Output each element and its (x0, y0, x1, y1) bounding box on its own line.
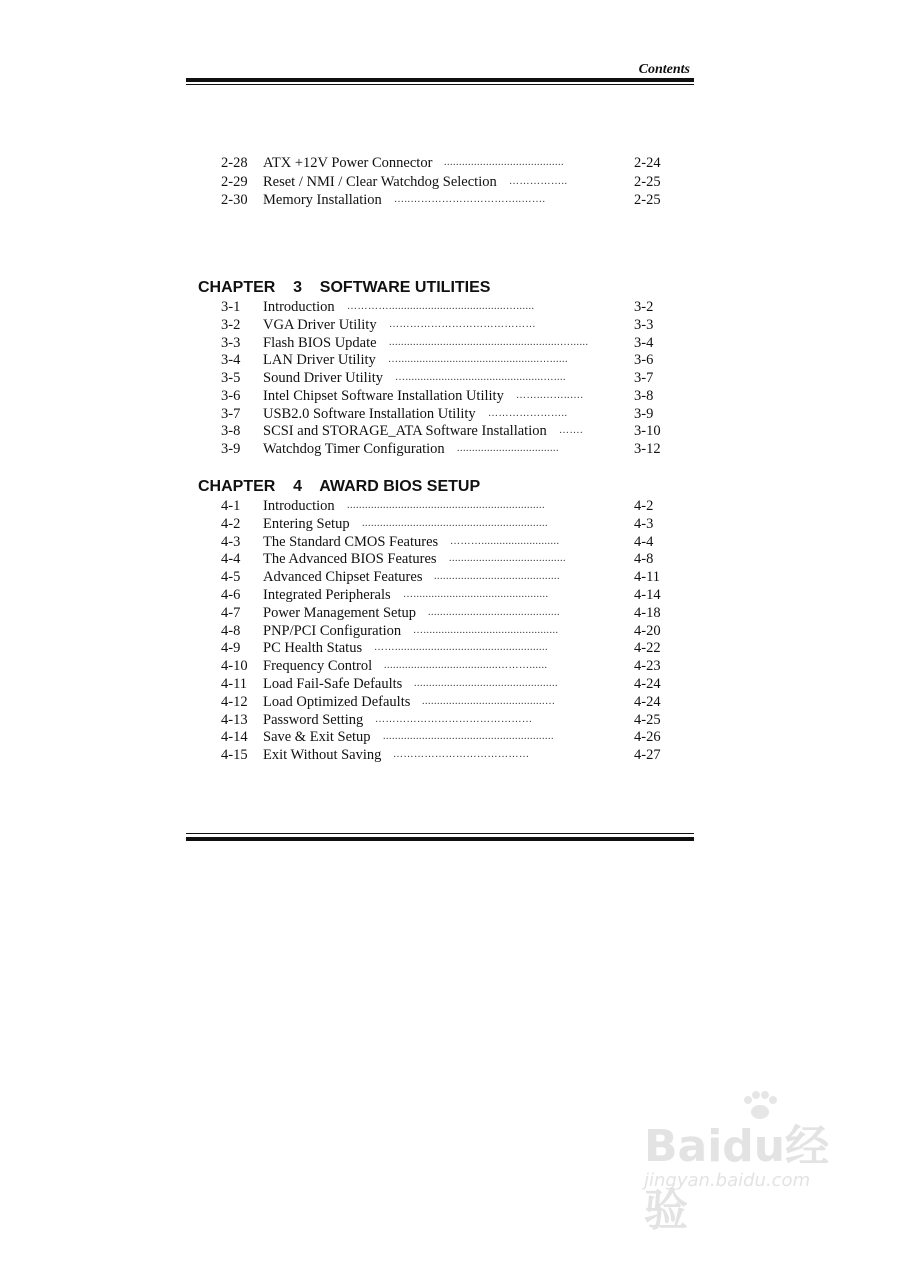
toc-entry-page: 4-4 (634, 533, 654, 550)
watermark-site: jingyan.baidu.com (644, 1170, 811, 1191)
toc-entry-title: USB2.0 Software Installation Utility (263, 405, 476, 422)
toc-entry-page: 4-22 (634, 640, 661, 657)
toc-entry-leader: .............................................................. (362, 517, 548, 529)
toc-entry (0, 746, 904, 764)
toc-entry-leader: ……..……..…. (516, 389, 584, 401)
toc-entry-title: PC Health Status (263, 640, 363, 657)
toc-entry-number: 3-8 (221, 423, 241, 440)
toc-entry-leader: ………….......................................…...... (347, 301, 535, 312)
toc-entry-number: 3-7 (221, 405, 241, 422)
toc-entry-leader: ……. (559, 425, 583, 437)
toc-entry (0, 369, 904, 387)
toc-entry (0, 154, 904, 172)
toc-entry (0, 422, 904, 440)
toc-entry (0, 693, 904, 711)
toc-entry-title: Load Optimized Defaults (263, 693, 411, 710)
toc-entry (0, 586, 904, 604)
toc-entry-page: 3-12 (634, 441, 661, 457)
toc-entry-number: 4-3 (221, 533, 241, 550)
toc-entry-number: 4-12 (221, 693, 248, 710)
toc-entry-title: Sound Driver Utility (263, 370, 384, 386)
toc-entry-page: 2-25 (634, 173, 661, 190)
toc-entry (0, 191, 904, 209)
toc-entry-page: 4-24 (634, 693, 661, 710)
toc-entry-page: 4-23 (634, 658, 661, 675)
toc-entry-title: Memory Installation (263, 192, 382, 208)
toc-entry-title: Exit Without Saving (263, 747, 382, 764)
toc-entry-page: 3-3 (634, 316, 654, 333)
toc-entry-page: 3-4 (634, 334, 654, 351)
toc-entry-number: 4-6 (221, 587, 241, 603)
toc-entry-number: 3-1 (221, 299, 241, 315)
toc-entry-leader: .................................................................. (347, 500, 545, 511)
toc-entry-number: 4-8 (221, 622, 241, 639)
toc-entry-number: 2-30 (221, 192, 248, 208)
toc-entry-page: 4-11 (634, 569, 661, 586)
toc-entry-leader: .......................................... (434, 571, 560, 583)
toc-entry-number: 4-15 (221, 747, 248, 764)
toc-entry (0, 387, 904, 405)
toc-entry-page: 4-14 (634, 587, 661, 603)
toc-entry (0, 173, 904, 191)
toc-entry (0, 657, 904, 675)
footer-rule-thick (186, 837, 694, 841)
toc-entry-number: 4-13 (221, 711, 248, 728)
chapter-3-heading: CHAPTER 3 SOFTWARE UTILITIES (198, 279, 491, 296)
toc-entry-number: 3-4 (221, 352, 241, 369)
toc-entry-leader: ....................................... (449, 553, 566, 565)
toc-entry (0, 515, 904, 533)
toc-entry-leader: …..............................................….... (395, 372, 566, 383)
toc-entry (0, 604, 904, 622)
toc-entry-leader: ................................................ (414, 678, 558, 689)
toc-entry-page: 4-18 (634, 604, 661, 621)
toc-entry-number: 4-1 (221, 498, 241, 514)
toc-entry-title: PNP/PCI Configuration (263, 622, 402, 639)
watermark-logo: Baidu经验 (644, 1121, 830, 1236)
toc-entry-page: 3-6 (634, 352, 654, 369)
header-rule-thick (186, 78, 694, 82)
toc-entry (0, 622, 904, 640)
toc-entry-title: ATX +12V Power Connector (263, 155, 433, 171)
toc-entry-title: Introduction (263, 498, 335, 514)
toc-entry-number: 2-28 (221, 155, 248, 171)
toc-entry-leader: …..…………………………..……. (394, 194, 546, 205)
toc-entry-leader: .........................................… (422, 695, 556, 707)
toc-entry-page: 4-27 (634, 747, 661, 764)
header-rule-thin (186, 84, 694, 85)
toc-entry (0, 497, 904, 515)
toc-entry (0, 550, 904, 568)
page-header-title: Contents (638, 62, 690, 77)
toc-entry-title: The Standard CMOS Features (263, 533, 439, 550)
toc-entry-number: 3-6 (221, 387, 241, 404)
toc-entry-title: SCSI and STORAGE_ATA Software Installation (263, 423, 547, 440)
toc-entry-page: 4-26 (634, 729, 661, 746)
toc-entry-page: 2-25 (634, 192, 661, 208)
toc-entry-title: VGA Driver Utility (263, 316, 377, 333)
toc-entry-page: 4-24 (634, 676, 661, 692)
toc-entry-number: 3-9 (221, 441, 241, 457)
toc-entry-number: 3-5 (221, 370, 241, 386)
toc-entry-leader: ........................................ (444, 157, 564, 168)
toc-entry-leader: …………………………………… (389, 318, 536, 330)
toc-entry (0, 316, 904, 334)
toc-entry (0, 711, 904, 729)
toc-entry-number: 3-2 (221, 316, 241, 333)
toc-entry-leader: ……................................................... (374, 642, 548, 654)
toc-entry-page: 2-24 (634, 155, 661, 171)
toc-entry-leader: .................................. (457, 443, 559, 454)
toc-entry-leader: ............................................ (428, 606, 560, 618)
toc-entry-page: 3-2 (634, 299, 654, 315)
toc-entry (0, 728, 904, 746)
chapter-4-heading: CHAPTER 4 AWARD BIOS SETUP (198, 478, 481, 495)
toc-entry-page: 4-25 (634, 711, 661, 728)
toc-entry-page: 4-2 (634, 498, 654, 514)
toc-entry-title: Flash BIOS Update (263, 334, 377, 351)
toc-entry-title: Introduction (263, 299, 335, 315)
toc-entry-title: LAN Driver Utility (263, 352, 376, 369)
toc-entry-title: Entering Setup (263, 515, 350, 532)
toc-entry-page: 3-8 (634, 387, 654, 404)
toc-entry-leader: ……….......................... (450, 535, 560, 547)
toc-entry (0, 639, 904, 657)
toc-entry-number: 4-2 (221, 515, 241, 532)
toc-entry-leader: …............................................. (413, 624, 559, 636)
toc-entry-title: Integrated Peripherals (263, 587, 391, 603)
toc-entry-number: 4-10 (221, 658, 248, 675)
baidu-watermark (644, 1090, 844, 1236)
toc-entry (0, 568, 904, 586)
toc-entry-page: 3-10 (634, 423, 661, 440)
toc-entry-leader: …...............................................…...... (388, 354, 568, 366)
toc-entry-title: Power Management Setup (263, 604, 417, 621)
toc-entry-title: Save & Exit Setup (263, 729, 371, 746)
toc-entry-leader: .........................................................…...... (389, 336, 589, 348)
toc-entry (0, 334, 904, 352)
toc-entry-title: Reset / NMI / Clear Watchdog Selection (263, 173, 497, 190)
toc-entry-page: 3-7 (634, 370, 654, 386)
toc-entry-leader: ……………………………………… (375, 713, 533, 725)
toc-entry-page: 4-20 (634, 622, 661, 639)
toc-entry (0, 440, 904, 458)
toc-entry-leader: …............................................. (403, 589, 549, 600)
toc-entry-leader: ………………….. (488, 407, 568, 419)
toc-entry-number: 4-9 (221, 640, 241, 657)
toc-entry-title: Frequency Control (263, 658, 373, 675)
toc-entry-title: The Advanced BIOS Features (263, 551, 437, 568)
toc-entry-leader: …………….. (509, 175, 568, 187)
toc-entry-page: 4-8 (634, 551, 654, 568)
toc-entry (0, 351, 904, 369)
toc-entry-number: 4-7 (221, 604, 241, 621)
footer-rule-thin (186, 833, 694, 834)
toc-entry-number: 4-4 (221, 551, 241, 568)
toc-entry-leader: ………………………………… (393, 749, 530, 761)
toc-entry-leader: ......................................………...... (384, 660, 548, 672)
toc-entry-page: 3-9 (634, 405, 654, 422)
toc-entry-number: 4-5 (221, 569, 241, 586)
toc-entry-leader: ......................................................... (383, 731, 554, 743)
toc-entry (0, 405, 904, 423)
toc-entry-number: 3-3 (221, 334, 241, 351)
toc-entry-number: 2-29 (221, 173, 248, 190)
toc-entry (0, 533, 904, 551)
toc-entry-title: Load Fail-Safe Defaults (263, 676, 403, 692)
toc-entry-title: Intel Chipset Software Installation Utility (263, 387, 504, 404)
toc-entry-title: Advanced Chipset Features (263, 569, 423, 586)
toc-entry (0, 298, 904, 316)
toc-entry-number: 4-14 (221, 729, 248, 746)
toc-entry-title: Watchdog Timer Configuration (263, 441, 445, 457)
toc-entry-title: Password Setting (263, 711, 364, 728)
toc-entry-page: 4-3 (634, 515, 654, 532)
toc-entry (0, 675, 904, 693)
toc-entry-number: 4-11 (221, 676, 248, 692)
